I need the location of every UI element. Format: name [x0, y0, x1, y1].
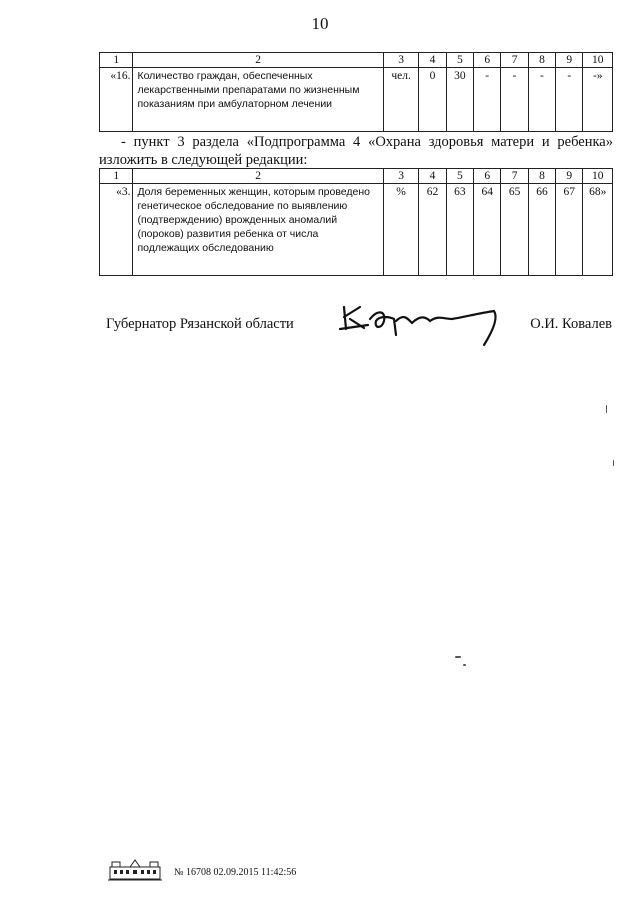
- column-header: 6: [474, 53, 501, 68]
- column-header: 3: [383, 169, 418, 184]
- signature-block: [106, 313, 612, 353]
- registration-stamp-text: № 16708 02.09.2015 11:42:56: [174, 867, 297, 878]
- item-marker: «16.: [100, 68, 133, 132]
- handwritten-signature-icon: [334, 295, 504, 355]
- value-cell: 30: [446, 68, 473, 132]
- unit-cell: чел.: [383, 68, 418, 132]
- column-header: 2: [133, 53, 383, 68]
- column-header: 1: [100, 169, 133, 184]
- scan-speck: [455, 656, 461, 658]
- column-header: 8: [528, 53, 555, 68]
- column-header: 7: [501, 169, 528, 184]
- column-header: 5: [446, 169, 473, 184]
- registration-footer: [106, 859, 366, 883]
- scan-speck: [606, 405, 607, 413]
- value-cell: -: [556, 68, 583, 132]
- indicator-description: Доля беременных женщин, которым проведено генетическое обследование по выявлению (подтверждению) врожденных аномалий (пороков) развития ребенка от числа подлежащих обследованию: [133, 184, 383, 276]
- column-header: 3: [383, 53, 418, 68]
- value-cell: 66: [528, 184, 555, 276]
- column-header: 9: [556, 53, 583, 68]
- table-row: [100, 68, 613, 132]
- table-header-row: [100, 169, 613, 184]
- value-cell: 65: [501, 184, 528, 276]
- indicator-table-one: [99, 52, 613, 132]
- value-cell: 62: [419, 184, 446, 276]
- table-row: [100, 184, 613, 276]
- value-cell: 0: [419, 68, 446, 132]
- column-header: 7: [501, 53, 528, 68]
- signer-role: Губернатор Рязанской области: [106, 316, 294, 332]
- column-header: 1: [100, 53, 133, 68]
- column-header: 2: [133, 169, 383, 184]
- value-cell: 63: [446, 184, 473, 276]
- scan-speck: [613, 460, 614, 466]
- indicator-table-two: [99, 168, 613, 276]
- instruction-text: - пункт 3 раздела «Подпрограмма 4 «Охрана здоровья матери и ребенка» изложить в следующей редакции:: [99, 134, 613, 168]
- value-cell: -: [528, 68, 555, 132]
- unit-cell: %: [383, 184, 418, 276]
- value-cell: -: [501, 68, 528, 132]
- value-cell: -»: [583, 68, 613, 132]
- column-header: 5: [446, 53, 473, 68]
- scan-speck: [463, 664, 466, 666]
- column-header: 4: [419, 169, 446, 184]
- value-cell: 67: [556, 184, 583, 276]
- item-marker: «3.: [100, 184, 133, 276]
- column-header: 10: [583, 53, 613, 68]
- value-cell: 64: [474, 184, 501, 276]
- building-stamp-icon: [106, 859, 164, 881]
- column-header: 9: [556, 169, 583, 184]
- column-header: 8: [528, 169, 555, 184]
- amendment-instruction: [99, 133, 613, 169]
- value-cell: 68»: [583, 184, 613, 276]
- indicator-description: Количество граждан, обеспеченных лекарственными препаратами по жизненным показаниям при амбулаторном лечении: [133, 68, 383, 132]
- column-header: 4: [419, 53, 446, 68]
- signer-name: О.И. Ковалев: [530, 316, 612, 332]
- column-header: 10: [583, 169, 613, 184]
- column-header: 6: [474, 169, 501, 184]
- value-cell: -: [474, 68, 501, 132]
- page-number: 10: [311, 14, 329, 33]
- table-header-row: [100, 53, 613, 68]
